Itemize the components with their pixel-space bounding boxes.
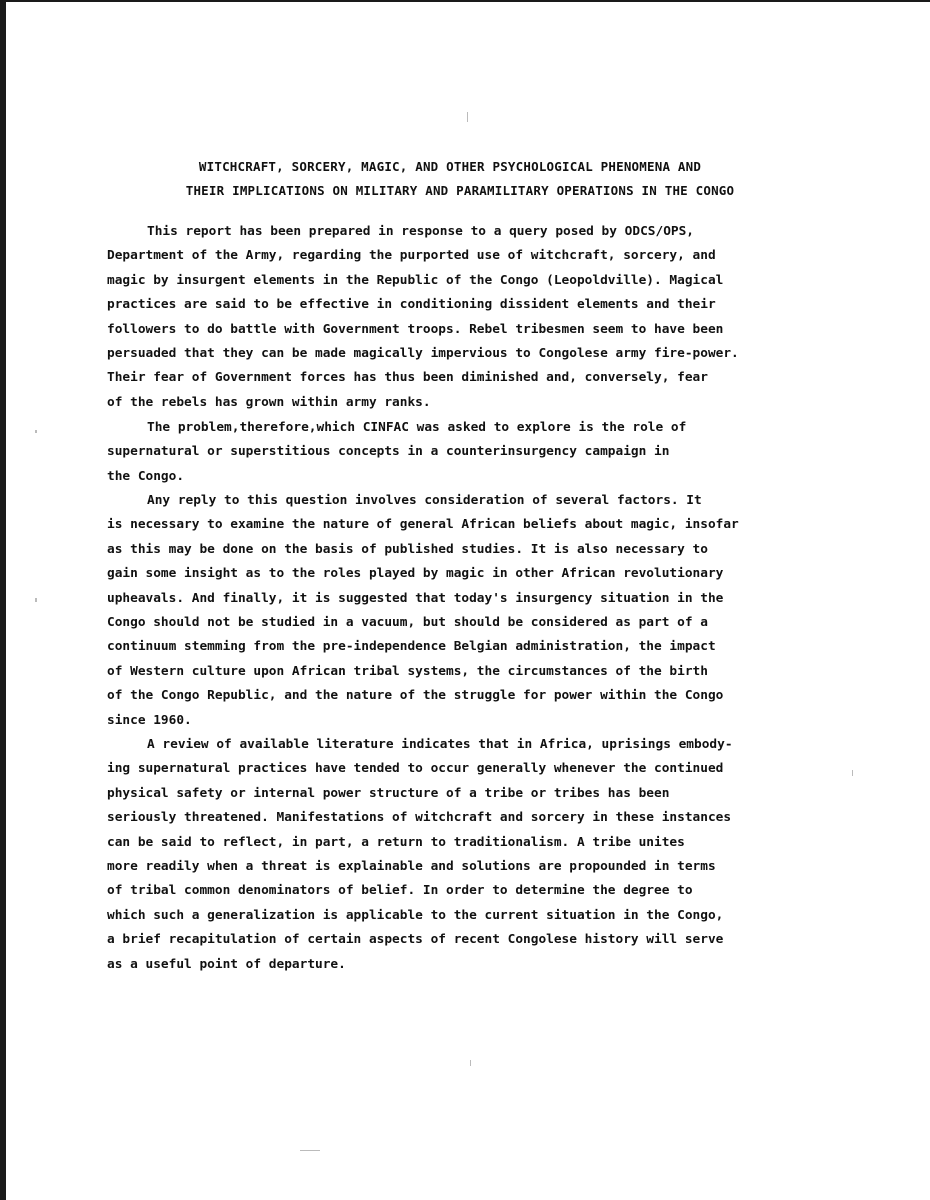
paragraph-line: magic by insurgent elements in the Republic of the Congo (Leopoldville). Magical — [107, 272, 724, 288]
paragraph-line: can be said to reflect, in part, a return to traditionalism. A tribe unites — [107, 834, 685, 850]
paragraph-line: Congo should not be studied in a vacuum, but should be considered as part of a — [107, 614, 708, 630]
paragraph-line: Department of the Army, regarding the purported use of witchcraft, sorcery, and — [107, 248, 716, 264]
paragraph-line: practices are said to be effective in conditioning dissident elements and their — [107, 297, 716, 313]
paragraph-line: supernatural or superstitious concepts in a counterinsurgency campaign in — [107, 444, 670, 460]
document-title-line-1: WITCHCRAFT, SORCERY, MAGIC, AND OTHER PSYCHOLOGICAL PHENOMENA AND — [198, 159, 702, 174]
scan-speck — [35, 430, 37, 433]
paragraph-line: ing supernatural practices have tended to occur generally whenever the continued — [107, 761, 724, 777]
paragraph-line: of the Congo Republic, and the nature of the struggle for power within the Congo — [107, 688, 724, 704]
paragraph-line: seriously threatened. Manifestations of witchcraft and sorcery in these instances — [107, 810, 732, 826]
paragraph-3 — [107, 489, 777, 733]
paragraph-line: which such a generalization is applicable to the current situation in the Congo, — [107, 907, 724, 923]
paragraph-1 — [107, 220, 777, 415]
document-title-line-2: THEIR IMPLICATIONS ON MILITARY AND PARAMILITARY OPERATIONS IN THE CONGO — [185, 183, 735, 198]
scan-speck — [35, 598, 37, 602]
scan-speck — [852, 770, 853, 776]
paragraph-4 — [107, 733, 777, 977]
paragraph-line: of tribal common denominators of belief. In order to determine the degree to — [107, 883, 693, 899]
scan-speck — [470, 1060, 471, 1066]
paragraph-line: more readily when a threat is explainable and solutions are propounded in terms — [107, 858, 716, 874]
paragraph-line: a brief recapitulation of certain aspects of recent Congolese history will serve — [107, 932, 724, 948]
paragraph-line: is necessary to examine the nature of general African beliefs about magic, insofar — [107, 517, 739, 533]
paragraph-line: upheavals. And finally, it is suggested that today's insurgency situation in the — [107, 590, 724, 606]
paragraph-line: physical safety or internal power structure of a tribe or tribes has been — [107, 785, 670, 801]
paragraph-line: Any reply to this question involves consideration of several factors. It — [147, 493, 702, 508]
paragraph-2 — [107, 416, 777, 489]
paragraph-line: This report has been prepared in response to a query posed by ODCS/OPS, — [147, 224, 695, 239]
paragraph-line: the Congo. — [107, 468, 185, 484]
paragraph-line: A review of available literature indicates that in Africa, uprisings embody- — [147, 737, 733, 752]
paragraph-line: continuum stemming from the pre-independence Belgian administration, the impact — [107, 639, 716, 655]
paragraph-line: The problem,therefore,which CINFAC was asked to explore is the role of — [147, 420, 687, 435]
scan-speck — [467, 112, 468, 122]
paragraph-line: as this may be done on the basis of published studies. It is also necessary to — [107, 541, 708, 557]
paragraph-line: as a useful point of departure. — [107, 956, 346, 972]
paragraph-line: gain some insight as to the roles played by magic in other African revolutionary — [107, 566, 724, 582]
paragraph-line: Their fear of Government forces has thus been diminished and, conversely, fear — [107, 370, 708, 386]
paragraph-line: of the rebels has grown within army ranks. — [107, 394, 431, 410]
scan-speck — [300, 1150, 320, 1151]
paragraph-line: since 1960. — [107, 712, 192, 728]
paragraph-line: followers to do battle with Government troops. Rebel tribesmen seem to have been — [107, 321, 724, 337]
paragraph-line: persuaded that they can be made magically impervious to Congolese army fire-power. — [107, 345, 739, 361]
paragraph-line: of Western culture upon African tribal systems, the circumstances of the birth — [107, 663, 708, 679]
